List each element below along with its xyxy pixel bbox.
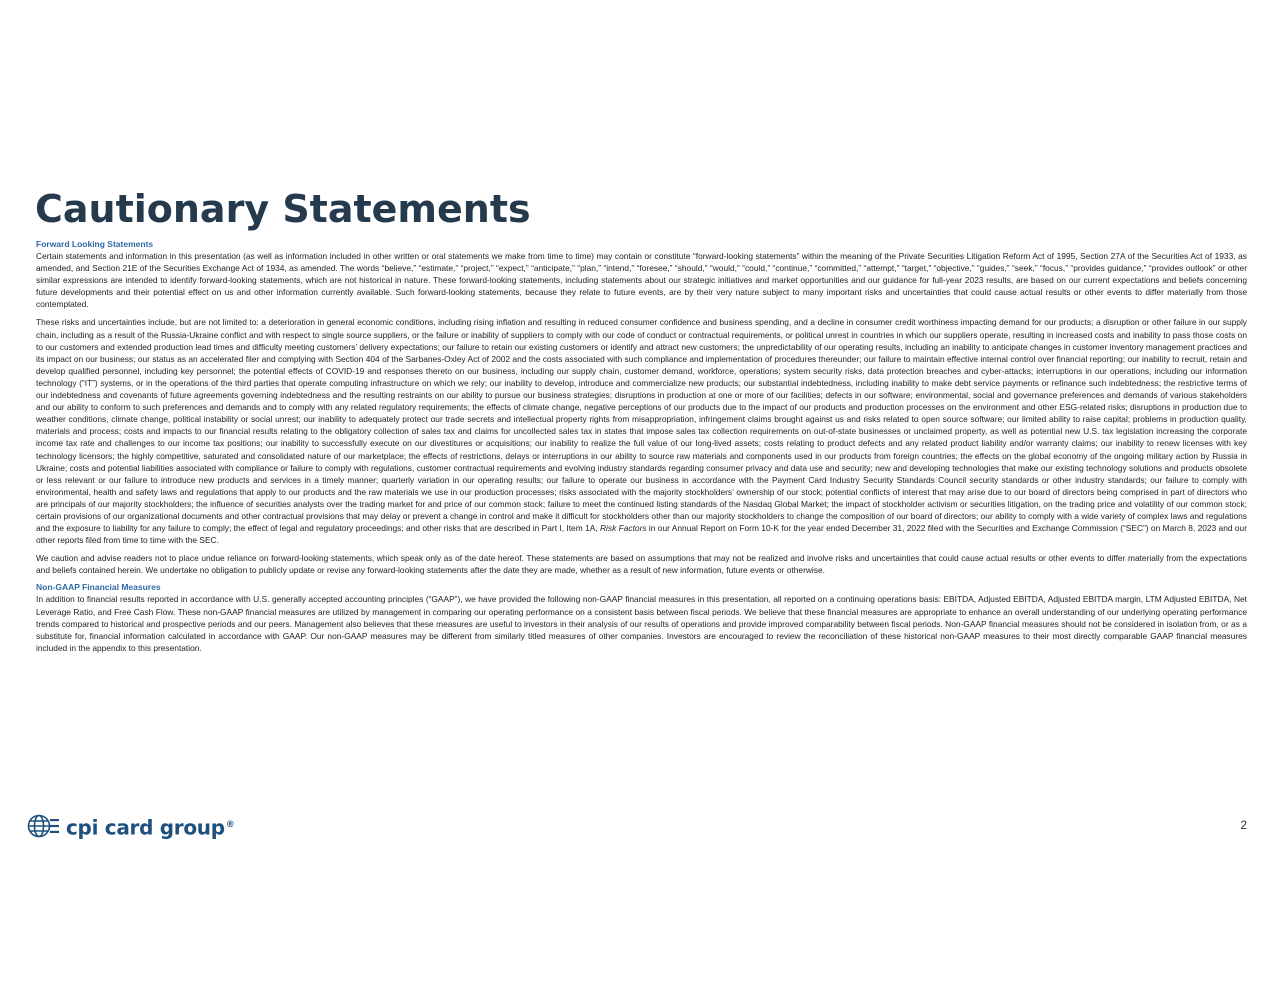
forward-looking-paragraph-1: Certain statements and information in this presentation (as well as information included in other written or oral statements we make from time to time) may contain or constitute “forward-looking statements” within the meaning of the Private Securities Litigation Reform Act of 1995, Section 27A of the Securities Act of 1933, as amended, and Section 21E of the Securities Exchange Act of 1934, as amended. The words “believe,” “estimate,” “project,” “expect,” “anticipate,” “plan,” “intend,” “foresee,” “should,” “would,” “could,” “continue,” “committed,” “attempt,” “target,” “objective,” “guides,” “seek,” “focus,” “provides guidance,” “provides outlook” or other similar expressions are intended to identify forward-looking statements, which are not historical in nature. These forward-looking statements, including statements about our strategic initiatives and market opportunities and our guidance for full-year 2023 results, are based on our current expectations and beliefs concerning future developments and their potential effect on us and other information currently available. Such forward-looking statements, because they relate to future events, are by their very nature subject to many important risks and uncertainties that could cause actual results or other events to differ materially from those contemplated. (36, 251, 1247, 310)
forward-looking-heading: Forward Looking Statements (36, 239, 154, 249)
non-gaap-heading: Non-GAAP Financial Measures (36, 582, 161, 593)
risk-factors-italic: Risk Factors (599, 523, 647, 534)
company-logo (26, 813, 234, 839)
globe-icon (26, 813, 60, 839)
risk-list-tail: in our Annual Report on Form 10-K for the year ended December 31, 2022 filed with the Securities and Exchange Commission (“SEC”) on March 8, 2023 and our other reports filed from time to time with the SEC. (36, 523, 1247, 546)
non-gaap-paragraph: In addition to financial results reported in accordance with U.S. generally accepted accounting principles (“GAAP”), we have provided the following non-GAAP financial measures in this presentation, all reported on a continuing operations basis: EBITDA, Adjusted EBITDA, Adjusted EBITDA margin, LTM Adjusted EBITDA, Net Leverage Ratio, and Free Cash Flow. These non-GAAP financial measures are utilized by management in comparing our operating performance on a consistent basis between fiscal periods. We believe that these financial measures are appropriate to enhance an overall understanding of our underlying operating performance trends compared to historical and prospective periods and our peers. Management also believes that these measures are useful to investors in their analysis of our results of operations and provide improved comparability between fiscal periods. Non-GAAP financial measures should not be considered in isolation from, or as a substitute for, financial information calculated in accordance with GAAP. Our non-GAAP measures may be different from similarly titled measures of other companies. Investors are encouraged to review the reconciliation of these historical non-GAAP measures to their most directly comparable GAAP financial measures included in the appendix to this presentation. (36, 594, 1247, 653)
forward-looking-paragraph-2 (36, 316, 1247, 546)
slide-content (36, 238, 1247, 654)
forward-looking-paragraph-3: We caution and advise readers not to place undue reliance on forward-looking statements, which speak only as of the date hereof. These statements are based on assumptions that may not be realized and involve risks and uncertainties that could cause actual results or other events to differ materially from the expectations and beliefs contained herein. We undertake no obligation to publicly update or revise any forward-looking statements after the date they are made, whether as a result of new information, future events or otherwise. (36, 553, 1247, 576)
page-number: 2 (1240, 818, 1247, 832)
slide-title: Cautionary Statements (35, 187, 531, 231)
risk-list-text: These risks and uncertainties include, but are not limited to: a deterioration in general economic conditions, including rising inflation and resulting in reduced consumer confidence and business spending, and a decline in consumer credit worthiness impacting demand for our products; a disruption or other failure in our supply chain, including as a result of the Russia-Ukraine conflict and with respect to single source suppliers, or the failure or inability of suppliers to comply with our code of conduct or contractual requirements, or political unrest in countries in which our suppliers operate, resulting in increased costs and inability to pass those costs on to our customers and extended production lead times and difficulty meeting customers’ delivery expectations; our failure to retain our existing customers or identify and attract new customers; the unpredictability of our operating results, including an inability to anticipate changes in customer inventory management practices and its impact on our business; our status as an accelerated filer and complying with Section 404 of the Sarbanes-Oxley Act of 2002 and the costs associated with such compliance and implementation of procedures thereunder; our failure to maintain effective internal control over financial reporting; our inability to recruit, retain and develop qualified personnel, including key personnel; the potential effects of COVID-19 and responses thereto on our business, including our supply chain, customer demand, workforce, operations; system security risks, data protection breaches and cyber-attacks; interruptions in our operations, including our information technology (“IT”) systems, or in the operations of the third parties that operate computing infrastructure on which we rely; our inability to develop, introduce and commercialize new products; our substantial indebtedness, including inability to make debt service payments or refinance such indebtedness; the restrictive terms of our indebtedness and covenants of future agreements governing indebtedness and the resulting restraints on our ability to pursue our business strategies; disruptions in production at one or more of our facilities; defects in our software; environmental, social and governance preferences and demands of various stakeholders and our ability to conform to such preferences and demands and to comply with any related regulatory requirements; the effects of climate change, negative perceptions of our products due to the impact of our products and production processes on the environment and other ESG-related risks; disruptions in production due to weather conditions, climate change, political instability or social unrest; our inability to adequately protect our trade secrets and intellectual property rights from misappropriation, infringement claims brought against us and risks related to open source software; our limited ability to raise capital; problems in production quality, materials and process; costs and impacts to our financial results relating to the obligatory collection of sales tax and claims for uncollected sales tax in states that impose sales tax collection requirements on out-of-state businesses or unclaimed property, as well as potential new U.S. tax legislation increasing the corporate income tax rate and challenges to our income tax positions; our inability to successfully execute on our divestitures or acquisitions; our inability to realize the full value of our long-lived assets; costs relating to product defects and any related product liability and/or warranty claims; our inability to renew licenses with key technology licensors; the highly competitive, saturated and consolidated nature of our marketplace; the effects of restrictions, delays or interruptions in our ability to source raw materials and components used in our products from foreign countries; the effects on the global economy of the ongoing military action by Russia in Ukraine; costs and potential liabilities associated with compliance or failure to comply with regulations, customer contractual requirements and evolving industry standards regarding consumer privacy and data use and security; new and developing technologies that make our existing technology solutions and products obsolete or less relevant or our failure to introduce new products and services in a timely manner; quarterly variation in our operating results; our failure to operate our business in accordance with the Payment Card Industry Security Standards Council security standards or other industry standards; our failure to comply with environmental, health and safety laws and regulations that apply to our products and the raw materials we use in our production processes; risks associated with the majority stockholders’ ownership of our stock; potential conflicts of interest that may arise due to our board of directors being comprised in part of directors who are principals of our majority stockholders; the influence of securities analysts over the trading market for and price of our common stock; failure to meet the continued listing standards of the Nasdaq Global Market; the impact of stockholder activism or securities litigation, on the trading price and volatility of our common stock; certain provisions of our organizational documents and other contractual provisions that may delay or prevent a change in control and make it difficult for stockholders other than our majority stockholders to change the composition of our board of directors; our ability to comply with a wide variety of complex laws and regulations and the exposure to liability for any failure to comply; the effect of legal and regulatory proceedings; and other risks that are described in Part I, Item 1A, (36, 317, 1247, 534)
logo-wordmark: cpi card group® (66, 815, 235, 840)
